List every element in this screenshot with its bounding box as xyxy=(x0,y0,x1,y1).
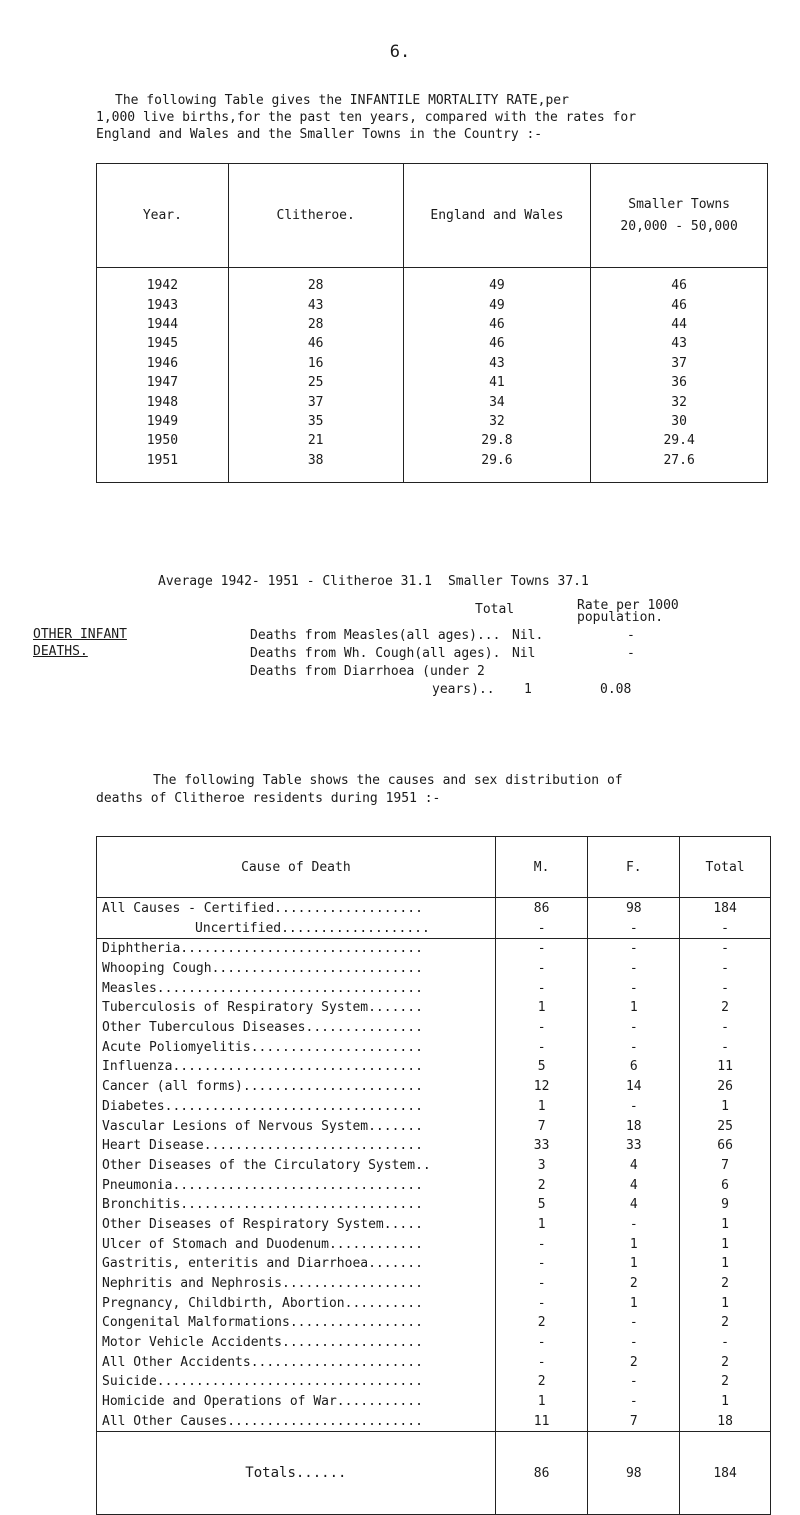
section-label: OTHER INFANT xyxy=(33,627,127,642)
cause-label: Tuberculosis of Respiratory System....... xyxy=(97,998,496,1018)
total-count: 1 xyxy=(680,1254,771,1274)
clitheroe-cell: 38 xyxy=(228,451,403,483)
total-count: - xyxy=(680,1037,771,1057)
male-count: - xyxy=(495,1234,588,1254)
male-count: 1 xyxy=(495,998,588,1018)
rates-row xyxy=(97,295,768,314)
rates-row xyxy=(97,334,768,353)
female-count: - xyxy=(588,939,680,959)
male-count: - xyxy=(495,1018,588,1038)
female-count: - xyxy=(588,959,680,979)
england-wales-cell: 34 xyxy=(403,392,591,411)
male-count: - xyxy=(495,939,588,959)
female-count: - xyxy=(588,1372,680,1392)
cause-row xyxy=(97,939,771,959)
male-count: 2 xyxy=(495,1313,588,1333)
totals-label: Totals...... xyxy=(97,1432,496,1515)
total-count: - xyxy=(680,918,771,939)
other-death-label: Deaths from Diarrhoea (under 2 xyxy=(250,664,485,679)
cause-row xyxy=(97,1392,771,1412)
causes-header-row xyxy=(97,837,771,898)
clitheroe-cell: 25 xyxy=(228,373,403,392)
total-count: - xyxy=(680,1018,771,1038)
female-count: - xyxy=(588,1097,680,1117)
rates-row xyxy=(97,315,768,334)
grand-total: 184 xyxy=(680,1432,771,1515)
cause-label: Diabetes................................. xyxy=(97,1097,496,1117)
male-count: - xyxy=(495,1333,588,1353)
cause-row xyxy=(97,978,771,998)
female-count: 98 xyxy=(588,898,680,919)
cause-row xyxy=(97,998,771,1018)
smaller-towns-cell: 37 xyxy=(591,354,768,373)
male-count: - xyxy=(495,1293,588,1313)
year-cell: 1946 xyxy=(97,354,229,373)
causes-of-death-table xyxy=(96,836,771,1515)
total-count: 2 xyxy=(680,1313,771,1333)
year-cell: 1947 xyxy=(97,373,229,392)
year-cell: 1945 xyxy=(97,334,229,353)
male-count: - xyxy=(495,1274,588,1294)
infant-mortality-table xyxy=(96,163,768,483)
cause-label: Uncertified................... xyxy=(97,918,496,939)
header-female: F. xyxy=(588,837,680,898)
rates-row xyxy=(97,431,768,450)
female-count: 4 xyxy=(588,1175,680,1195)
intro-line: 1,000 live births,for the past ten years, compared with the rates for xyxy=(96,110,637,125)
cause-label: Bronchitis............................... xyxy=(97,1195,496,1215)
england-wales-cell: 43 xyxy=(403,354,591,373)
cause-label: Suicide.................................. xyxy=(97,1372,496,1392)
year-cell: 1943 xyxy=(97,295,229,314)
smaller-towns-cell: 44 xyxy=(591,315,768,334)
section-label: DEATHS. xyxy=(33,644,88,659)
rates-row xyxy=(97,412,768,431)
rate-label-line: population. xyxy=(577,610,664,625)
england-wales-cell: 41 xyxy=(403,373,591,392)
total-count: - xyxy=(680,959,771,979)
cause-label: All Other Accidents...................... xyxy=(97,1352,496,1372)
total-count: 11 xyxy=(680,1057,771,1077)
female-count: - xyxy=(588,1313,680,1333)
female-count: 2 xyxy=(588,1352,680,1372)
rate-label-line: Rate per 1000 xyxy=(577,598,679,613)
cause-row xyxy=(97,918,771,939)
total-count: 1 xyxy=(680,1234,771,1254)
female-count: 1 xyxy=(588,998,680,1018)
total-count: - xyxy=(680,978,771,998)
header-year: Year. xyxy=(97,164,229,268)
male-count: 1 xyxy=(495,1392,588,1412)
other-death-rate: - xyxy=(627,646,635,661)
total-count: 2 xyxy=(680,998,771,1018)
female-count: - xyxy=(588,1392,680,1412)
cause-label: Vascular Lesions of Nervous System....... xyxy=(97,1116,496,1136)
smaller-towns-cell: 32 xyxy=(591,392,768,411)
intro-paragraph xyxy=(96,92,755,143)
totals-row xyxy=(97,1432,771,1515)
total-count: 2 xyxy=(680,1274,771,1294)
cause-row xyxy=(97,1077,771,1097)
rates-row xyxy=(97,268,768,296)
total-count: - xyxy=(680,1333,771,1353)
smaller-towns-cell: 36 xyxy=(591,373,768,392)
cause-label: Measles.................................. xyxy=(97,978,496,998)
other-death-total: 1 xyxy=(524,682,532,697)
intro-line: The following Table gives the INFANTILE MORTALITY RATE,per xyxy=(115,93,569,108)
clitheroe-cell: 21 xyxy=(228,431,403,450)
year-cell: 1944 xyxy=(97,315,229,334)
female-count: - xyxy=(588,918,680,939)
other-death-label: Deaths from Measles(all ages)... xyxy=(250,628,501,643)
cause-row xyxy=(97,898,771,919)
other-infant-deaths-label xyxy=(33,626,127,660)
male-count: - xyxy=(495,959,588,979)
male-count: 11 xyxy=(495,1412,588,1432)
header-total: Total xyxy=(680,837,771,898)
cause-row xyxy=(97,1057,771,1077)
causes-intro-paragraph xyxy=(96,772,776,808)
header-male: M. xyxy=(495,837,588,898)
total-count: 9 xyxy=(680,1195,771,1215)
clitheroe-cell: 37 xyxy=(228,392,403,411)
smaller-towns-cell: 43 xyxy=(591,334,768,353)
england-wales-cell: 49 xyxy=(403,268,591,296)
intro-line: The following Table shows the causes and sex distribution of xyxy=(153,773,623,788)
cause-label: Heart Disease............................ xyxy=(97,1136,496,1156)
rates-row xyxy=(97,373,768,392)
intro-line: deaths of Clitheroe residents during 1951 :- xyxy=(96,791,441,806)
female-count: 2 xyxy=(588,1274,680,1294)
male-count: 7 xyxy=(495,1116,588,1136)
other-death-label: years).. xyxy=(432,682,495,697)
male-count: 2 xyxy=(495,1372,588,1392)
year-cell: 1950 xyxy=(97,431,229,450)
cause-label: Nephritis and Nephrosis.................. xyxy=(97,1274,496,1294)
cause-label: Other Diseases of Respiratory System..... xyxy=(97,1215,496,1235)
rates-header-row xyxy=(97,164,768,268)
cause-row xyxy=(97,1293,771,1313)
female-count: 6 xyxy=(588,1057,680,1077)
year-cell: 1949 xyxy=(97,412,229,431)
cause-label: Acute Poliomyelitis...................... xyxy=(97,1037,496,1057)
cause-row xyxy=(97,959,771,979)
clitheroe-cell: 28 xyxy=(228,268,403,296)
cause-row xyxy=(97,1372,771,1392)
cause-label: Influenza................................ xyxy=(97,1057,496,1077)
rates-row xyxy=(97,451,768,483)
female-count: 18 xyxy=(588,1116,680,1136)
page-number: 6. xyxy=(389,42,411,62)
cause-row xyxy=(97,1097,771,1117)
male-count: 3 xyxy=(495,1156,588,1176)
female-count: - xyxy=(588,1018,680,1038)
cause-label: Motor Vehicle Accidents.................. xyxy=(97,1333,496,1353)
cause-row xyxy=(97,1234,771,1254)
smaller-towns-cell: 27.6 xyxy=(591,451,768,483)
cause-row xyxy=(97,1352,771,1372)
cause-label: Gastritis, enteritis and Diarrhoea....... xyxy=(97,1254,496,1274)
cause-label: Diphtheria............................... xyxy=(97,939,496,959)
total-count: 18 xyxy=(680,1412,771,1432)
male-count: - xyxy=(495,918,588,939)
total-count: 6 xyxy=(680,1175,771,1195)
cause-label: Homicide and Operations of War........... xyxy=(97,1392,496,1412)
cause-label: All Other Causes......................... xyxy=(97,1412,496,1432)
male-count: 1 xyxy=(495,1097,588,1117)
cause-row xyxy=(97,1018,771,1038)
england-wales-cell: 29.8 xyxy=(403,431,591,450)
other-death-total: Nil xyxy=(512,646,536,661)
total-count: 2 xyxy=(680,1352,771,1372)
england-wales-cell: 46 xyxy=(403,315,591,334)
clitheroe-cell: 35 xyxy=(228,412,403,431)
other-death-label: Deaths from Wh. Cough(all ages). xyxy=(250,646,501,661)
female-count: 7 xyxy=(588,1412,680,1432)
male-total: 86 xyxy=(495,1432,588,1515)
female-count: 1 xyxy=(588,1293,680,1313)
female-total: 98 xyxy=(588,1432,680,1515)
column-total-label: Total xyxy=(475,602,515,617)
england-wales-cell: 49 xyxy=(403,295,591,314)
cause-row xyxy=(97,1136,771,1156)
male-count: 86 xyxy=(495,898,588,919)
male-count: - xyxy=(495,1037,588,1057)
female-count: - xyxy=(588,1037,680,1057)
cause-row xyxy=(97,1195,771,1215)
total-count: 66 xyxy=(680,1136,771,1156)
total-count: 2 xyxy=(680,1372,771,1392)
total-count: 1 xyxy=(680,1293,771,1313)
female-count: 1 xyxy=(588,1234,680,1254)
smaller-towns-cell: 30 xyxy=(591,412,768,431)
year-cell: 1942 xyxy=(97,268,229,296)
male-count: 12 xyxy=(495,1077,588,1097)
total-count: 7 xyxy=(680,1156,771,1176)
average-line xyxy=(158,574,589,589)
england-wales-cell: 29.6 xyxy=(403,451,591,483)
average-clitheroe: Average 1942- 1951 - Clitheroe 31.1 xyxy=(158,574,432,589)
year-cell: 1948 xyxy=(97,392,229,411)
header-cause: Cause of Death xyxy=(97,837,496,898)
male-count: 1 xyxy=(495,1215,588,1235)
other-death-rate: 0.08 xyxy=(600,682,632,697)
male-count: 2 xyxy=(495,1175,588,1195)
other-death-total: Nil. xyxy=(512,628,544,643)
year-cell: 1951 xyxy=(97,451,229,483)
smaller-towns-cell: 46 xyxy=(591,295,768,314)
total-count: 184 xyxy=(680,898,771,919)
cause-label: Whooping Cough........................... xyxy=(97,959,496,979)
cause-row xyxy=(97,1156,771,1176)
rates-row xyxy=(97,354,768,373)
clitheroe-cell: 16 xyxy=(228,354,403,373)
cause-row xyxy=(97,1037,771,1057)
female-count: - xyxy=(588,978,680,998)
cause-row xyxy=(97,1116,771,1136)
england-wales-cell: 32 xyxy=(403,412,591,431)
cause-row xyxy=(97,1412,771,1432)
england-wales-cell: 46 xyxy=(403,334,591,353)
cause-label: Congenital Malformations................. xyxy=(97,1313,496,1333)
total-count: 1 xyxy=(680,1215,771,1235)
cause-row xyxy=(97,1254,771,1274)
male-count: - xyxy=(495,1254,588,1274)
cause-label: All Causes - Certified................... xyxy=(97,898,496,919)
average-smaller-towns: Smaller Towns 37.1 xyxy=(447,574,589,589)
female-count: 4 xyxy=(588,1195,680,1215)
cause-row xyxy=(97,1215,771,1235)
cause-label: Cancer (all forms)....................... xyxy=(97,1077,496,1097)
total-count: 26 xyxy=(680,1077,771,1097)
female-count: - xyxy=(588,1215,680,1235)
cause-label: Ulcer of Stomach and Duodenum............ xyxy=(97,1234,496,1254)
female-count: - xyxy=(588,1333,680,1353)
female-count: 1 xyxy=(588,1254,680,1274)
cause-row xyxy=(97,1274,771,1294)
clitheroe-cell: 28 xyxy=(228,315,403,334)
cause-row xyxy=(97,1313,771,1333)
male-count: - xyxy=(495,1352,588,1372)
column-rate-label xyxy=(577,600,679,624)
other-death-rate: - xyxy=(627,628,635,643)
total-count: 25 xyxy=(680,1116,771,1136)
smaller-towns-cell: 29.4 xyxy=(591,431,768,450)
female-count: 4 xyxy=(588,1156,680,1176)
header-clitheroe: Clitheroe. xyxy=(228,164,403,268)
male-count: - xyxy=(495,978,588,998)
cause-label: Pregnancy, Childbirth, Abortion.......... xyxy=(97,1293,496,1313)
male-count: 5 xyxy=(495,1195,588,1215)
cause-row xyxy=(97,1333,771,1353)
cause-row xyxy=(97,1175,771,1195)
intro-line: England and Wales and the Smaller Towns in the Country :- xyxy=(96,127,543,142)
clitheroe-cell: 46 xyxy=(228,334,403,353)
cause-label: Other Diseases of the Circulatory System.. xyxy=(97,1156,496,1176)
male-count: 33 xyxy=(495,1136,588,1156)
total-count: - xyxy=(680,939,771,959)
header-england-wales: England and Wales xyxy=(403,164,591,268)
cause-label: Pneumonia................................ xyxy=(97,1175,496,1195)
male-count: 5 xyxy=(495,1057,588,1077)
total-count: 1 xyxy=(680,1392,771,1412)
female-count: 33 xyxy=(588,1136,680,1156)
total-count: 1 xyxy=(680,1097,771,1117)
header-smaller-towns: Smaller Towns 20,000 - 50,000 xyxy=(591,164,768,268)
clitheroe-cell: 43 xyxy=(228,295,403,314)
cause-label: Other Tuberculous Diseases............... xyxy=(97,1018,496,1038)
female-count: 14 xyxy=(588,1077,680,1097)
smaller-towns-cell: 46 xyxy=(591,268,768,296)
rates-row xyxy=(97,392,768,411)
